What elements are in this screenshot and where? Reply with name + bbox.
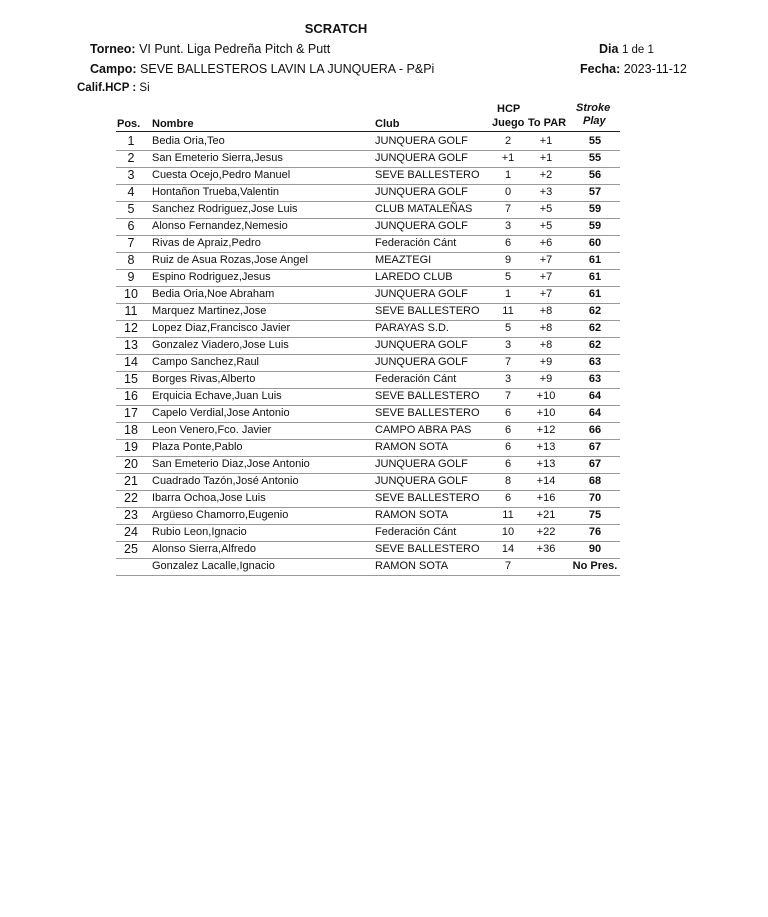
campo-line: [90, 62, 434, 76]
row-club: SEVE BALLESTERO: [375, 390, 480, 402]
row-pos: 22: [124, 491, 138, 505]
row-pos: 16: [124, 389, 138, 403]
col-topar-header: To PAR: [528, 117, 567, 129]
row-stroke-play: 61: [588, 288, 602, 300]
row-stroke-play: 57: [588, 186, 602, 198]
row-divider: [116, 320, 620, 321]
row-hcp: 7: [504, 560, 512, 572]
row-club: Federación Cánt: [375, 237, 457, 249]
row-divider: [116, 422, 620, 423]
row-pos: 17: [124, 406, 138, 420]
header-rule: [116, 131, 620, 132]
row-pos: 19: [124, 440, 138, 454]
row-nombre: Argüeso Chamorro,Eugenio: [152, 509, 289, 521]
row-nombre: Cuesta Ocejo,Pedro Manuel: [152, 169, 291, 181]
row-divider: [116, 558, 620, 559]
row-to-par: +5: [539, 203, 553, 215]
row-stroke-play: 67: [588, 441, 602, 453]
row-stroke-play: 61: [588, 254, 602, 266]
row-hcp: 5: [504, 271, 512, 283]
row-to-par: +16: [536, 492, 556, 504]
row-divider: [116, 201, 620, 202]
row-pos: 7: [127, 236, 135, 250]
row-pos: 9: [127, 270, 135, 284]
row-club: JUNQUERA GOLF: [375, 458, 468, 470]
row-to-par: +22: [536, 526, 556, 538]
row-to-par: +5: [539, 220, 553, 232]
row-to-par: +8: [539, 339, 553, 351]
row-divider: [116, 269, 620, 270]
row-divider: [116, 490, 620, 491]
row-club: RAMON SOTA: [375, 560, 449, 572]
row-club: JUNQUERA GOLF: [375, 356, 468, 368]
row-divider: [116, 575, 620, 576]
row-pos: 12: [124, 321, 138, 335]
fecha-value: 2023-11-12: [623, 62, 687, 76]
row-club: Federación Cánt: [375, 373, 457, 385]
row-to-par: +10: [536, 407, 556, 419]
row-hcp: 6: [504, 492, 512, 504]
row-divider: [116, 524, 620, 525]
row-divider: [116, 456, 620, 457]
row-to-par: +7: [539, 288, 553, 300]
row-stroke-play: No Pres.: [572, 560, 618, 572]
row-nombre: Espino Rodriguez,Jesus: [152, 271, 271, 283]
row-nombre: Rivas de Apraiz,Pedro: [152, 237, 261, 249]
row-pos: 18: [124, 423, 138, 437]
col-stroke-header: Stroke: [576, 102, 611, 114]
row-pos: 13: [124, 338, 138, 352]
row-nombre: Lopez Diaz,Francisco Javier: [152, 322, 291, 334]
calif-line: [77, 82, 150, 94]
row-divider: [116, 405, 620, 406]
row-club: SEVE BALLESTERO: [375, 169, 480, 181]
row-nombre: Bedia Oria,Noe Abraham: [152, 288, 275, 300]
row-to-par: +10: [536, 390, 556, 402]
row-nombre: San Emeterio Sierra,Jesus: [152, 152, 283, 164]
row-stroke-play: 63: [588, 356, 602, 368]
row-to-par: +8: [539, 305, 553, 317]
row-stroke-play: 66: [588, 424, 602, 436]
row-stroke-play: 64: [588, 390, 602, 402]
row-pos: 24: [124, 525, 138, 539]
row-club: JUNQUERA GOLF: [375, 475, 468, 487]
row-hcp: 6: [504, 458, 512, 470]
row-club: SEVE BALLESTERO: [375, 492, 480, 504]
row-club: PARAYAS S.D.: [375, 322, 449, 334]
row-divider: [116, 507, 620, 508]
row-to-par: +7: [539, 254, 553, 266]
row-divider: [116, 388, 620, 389]
row-pos: 20: [124, 457, 138, 471]
dia-value: 1 de 1: [621, 44, 654, 56]
row-nombre: Ruiz de Asua Rozas,Jose Angel: [152, 254, 308, 266]
row-club: MEAZTEGI: [375, 254, 432, 266]
row-club: JUNQUERA GOLF: [375, 339, 468, 351]
row-hcp: 14: [501, 543, 515, 555]
row-divider: [116, 218, 620, 219]
col-hcp-header-juego: Juego: [492, 117, 525, 129]
row-nombre: Capelo Verdial,Jose Antonio: [152, 407, 290, 419]
row-to-par: +36: [536, 543, 556, 555]
row-divider: [116, 541, 620, 542]
row-nombre: Plaza Ponte,Pablo: [152, 441, 243, 453]
row-stroke-play: 61: [588, 271, 602, 283]
row-pos: 2: [127, 151, 135, 165]
row-stroke-play: 55: [588, 152, 602, 164]
row-hcp: 2: [504, 135, 512, 147]
row-hcp: 7: [504, 390, 512, 402]
row-pos: 25: [124, 542, 138, 556]
row-club: RAMON SOTA: [375, 441, 449, 453]
row-stroke-play: 75: [588, 509, 602, 521]
row-hcp: 6: [504, 424, 512, 436]
row-hcp: 6: [504, 237, 512, 249]
row-divider: [116, 286, 620, 287]
row-to-par: +3: [539, 186, 553, 198]
row-hcp: 5: [504, 322, 512, 334]
row-to-par: +12: [536, 424, 556, 436]
torneo-label: Torneo:: [90, 42, 136, 56]
row-nombre: Rubio Leon,Ignacio: [152, 526, 247, 538]
row-divider: [116, 371, 620, 372]
row-nombre: Cuadrado Tazón,José Antonio: [152, 475, 299, 487]
row-club: JUNQUERA GOLF: [375, 288, 468, 300]
row-hcp: 7: [504, 356, 512, 368]
row-divider: [116, 439, 620, 440]
row-club: CAMPO ABRA PAS: [375, 424, 472, 436]
row-nombre: Campo Sanchez,Raul: [152, 356, 260, 368]
campo-label: Campo:: [90, 62, 137, 76]
col-club-header: Club: [375, 118, 400, 130]
row-stroke-play: 62: [588, 339, 602, 351]
fecha-line: [580, 62, 687, 76]
row-club: JUNQUERA GOLF: [375, 152, 468, 164]
row-club: JUNQUERA GOLF: [375, 220, 468, 232]
row-divider: [116, 184, 620, 185]
row-pos: 21: [124, 474, 138, 488]
fecha-label: Fecha:: [580, 62, 621, 76]
row-stroke-play: 68: [588, 475, 602, 487]
row-stroke-play: 56: [588, 169, 602, 181]
row-hcp: 3: [504, 220, 512, 232]
dia-line: [599, 42, 654, 56]
col-nombre-header: Nombre: [152, 118, 194, 130]
row-to-par: +7: [539, 271, 553, 283]
row-to-par: +1: [539, 135, 553, 147]
row-club: SEVE BALLESTERO: [375, 543, 480, 555]
row-divider: [116, 235, 620, 236]
row-to-par: +21: [536, 509, 556, 521]
col-pos-header: Pos.: [117, 118, 141, 130]
row-nombre: San Emeterio Diaz,Jose Antonio: [152, 458, 310, 470]
torneo-line: [90, 42, 330, 56]
row-pos: 10: [124, 287, 138, 301]
row-hcp: 1: [504, 169, 512, 181]
row-nombre: Leon Venero,Fco. Javier: [152, 424, 272, 436]
row-club: SEVE BALLESTERO: [375, 305, 480, 317]
row-hcp: 6: [504, 441, 512, 453]
row-hcp: +1: [501, 152, 515, 164]
row-hcp: 8: [504, 475, 512, 487]
row-nombre: Alonso Sierra,Alfredo: [152, 543, 256, 555]
row-nombre: Erquicia Echave,Juan Luis: [152, 390, 282, 402]
row-hcp: 11: [502, 305, 514, 317]
row-to-par: +2: [539, 169, 553, 181]
row-hcp: 0: [504, 186, 512, 198]
row-to-par: +9: [539, 373, 553, 385]
row-to-par: +14: [536, 475, 556, 487]
row-stroke-play: 60: [588, 237, 602, 249]
row-pos: 14: [124, 355, 138, 369]
row-pos: 8: [127, 253, 135, 267]
row-nombre: Ibarra Ochoa,Jose Luis: [152, 492, 266, 504]
row-pos: 15: [124, 372, 138, 386]
row-nombre: Borges Rivas,Alberto: [152, 373, 256, 385]
col-stroke-header-play: Play: [583, 115, 606, 127]
row-hcp: 1: [504, 288, 512, 300]
row-nombre: Gonzalez Lacalle,Ignacio: [152, 560, 275, 572]
row-nombre: Hontañon Trueba,Valentin: [152, 186, 279, 198]
row-divider: [116, 167, 620, 168]
col-hcp-header: HCP: [497, 103, 521, 115]
row-club: LAREDO CLUB: [375, 271, 453, 283]
row-to-par: +9: [539, 356, 553, 368]
row-to-par: +13: [536, 458, 556, 470]
row-divider: [116, 303, 620, 304]
torneo-value: VI Punt. Liga Pedreña Pitch & Putt: [139, 42, 331, 56]
row-stroke-play: 70: [588, 492, 602, 504]
row-nombre: Sanchez Rodriguez,Jose Luis: [152, 203, 298, 215]
row-pos: 5: [127, 202, 135, 216]
row-hcp: 10: [501, 526, 515, 538]
row-pos: 4: [127, 185, 135, 199]
row-stroke-play: 67: [588, 458, 602, 470]
calif-label: Calif.HCP :: [77, 82, 137, 94]
row-hcp: 11: [502, 509, 514, 521]
row-to-par: +1: [539, 152, 553, 164]
row-hcp: 6: [504, 407, 512, 419]
row-stroke-play: 90: [588, 543, 602, 555]
dia-label: Dia: [599, 42, 619, 56]
row-stroke-play: 76: [588, 526, 602, 538]
row-hcp: 3: [504, 339, 512, 351]
row-nombre: Alonso Fernandez,Nemesio: [152, 220, 288, 232]
row-stroke-play: 64: [588, 407, 602, 419]
row-pos: 6: [127, 219, 135, 233]
row-stroke-play: 63: [588, 373, 602, 385]
row-pos: 1: [127, 134, 135, 148]
row-divider: [116, 252, 620, 253]
calif-value: Si: [139, 82, 150, 94]
row-stroke-play: 59: [588, 203, 602, 215]
campo-value: SEVE BALLESTEROS LAVIN LA JUNQUERA - P&Pi: [140, 62, 435, 76]
row-hcp: 9: [504, 254, 512, 266]
row-pos: 11: [124, 304, 138, 318]
row-hcp: 7: [504, 203, 512, 215]
row-pos: 3: [127, 168, 135, 182]
report-title: SCRATCH: [304, 21, 368, 36]
row-club: RAMON SOTA: [375, 509, 449, 521]
row-to-par: +13: [536, 441, 556, 453]
row-club: JUNQUERA GOLF: [375, 135, 468, 147]
row-stroke-play: 59: [588, 220, 602, 232]
row-to-par: +8: [539, 322, 553, 334]
row-divider: [116, 150, 620, 151]
row-pos: 23: [124, 508, 138, 522]
row-divider: [116, 473, 620, 474]
row-nombre: Gonzalez Viadero,Jose Luis: [152, 339, 289, 351]
row-club: Federación Cánt: [375, 526, 457, 538]
row-club: CLUB MATALEÑAS: [375, 203, 473, 215]
row-hcp: 3: [504, 373, 512, 385]
row-club: SEVE BALLESTERO: [375, 407, 480, 419]
row-nombre: Bedia Oria,Teo: [152, 135, 225, 147]
row-stroke-play: 62: [588, 305, 602, 317]
row-club: JUNQUERA GOLF: [375, 186, 468, 198]
row-nombre: Marquez Martinez,Jose: [152, 305, 267, 317]
row-stroke-play: 55: [588, 135, 602, 147]
row-stroke-play: 62: [588, 322, 602, 334]
row-to-par: +6: [539, 237, 553, 249]
row-divider: [116, 354, 620, 355]
row-divider: [116, 337, 620, 338]
